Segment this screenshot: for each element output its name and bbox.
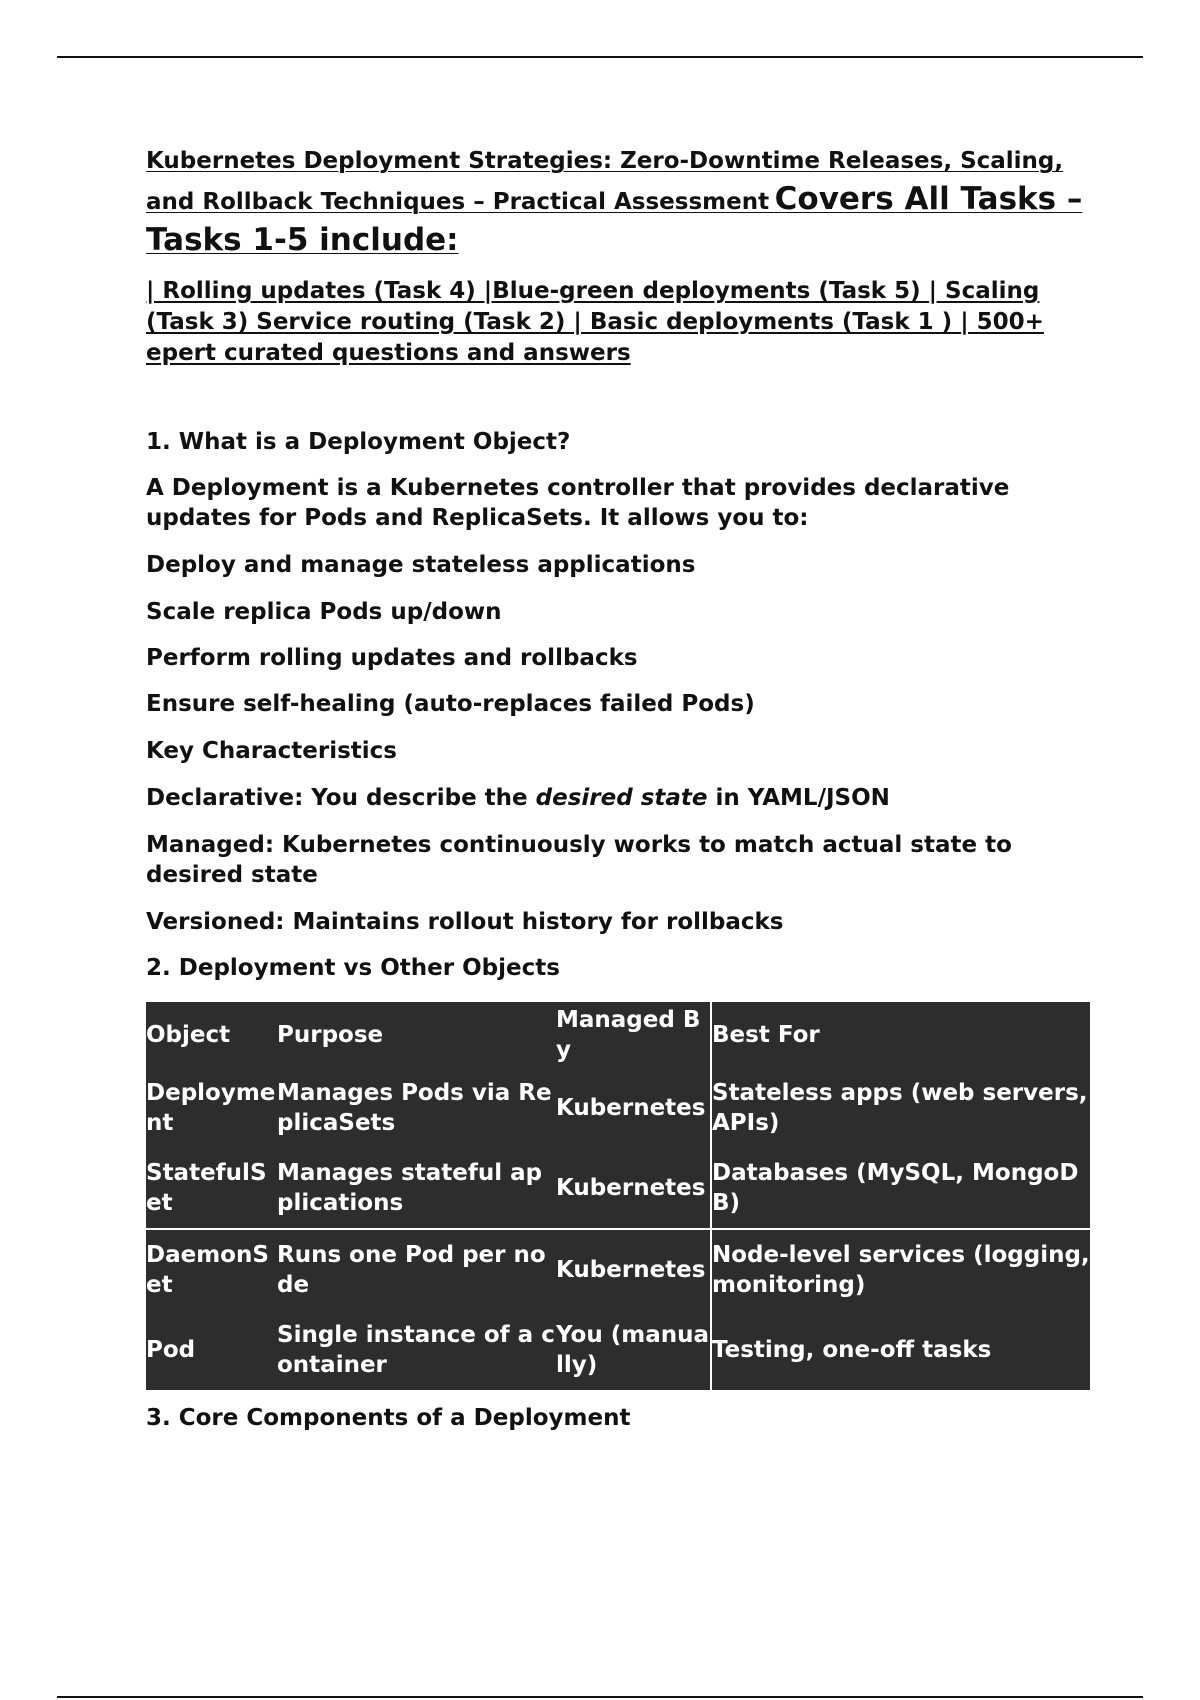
table-cell: Manages Pods via ReplicaSets xyxy=(277,1080,552,1136)
table-cell: You (manually) xyxy=(556,1322,709,1378)
table-row xyxy=(146,1148,1090,1229)
versioned-line: Versioned: Maintains rollout history for rollbacks xyxy=(146,909,784,935)
table-cell: Stateless apps (web servers, APIs) xyxy=(711,1068,1090,1148)
tasks-summary: | Rolling updates (Task 4) |Blue-green deployments (Task 5) | Scaling (Task 3) Service routing (Task 2) | Basic deployments (Task 1 ) | 500+ epert curated questions and answers xyxy=(146,278,1044,366)
declarative-italic: desired state xyxy=(535,785,708,811)
table-cell: Deployment xyxy=(146,1080,276,1136)
section2-heading: 2. Deployment vs Other Objects xyxy=(146,955,560,981)
top-rule xyxy=(57,56,1143,58)
bottom-rule xyxy=(57,1696,1143,1698)
section1-heading: 1. What is a Deployment Object? xyxy=(146,429,571,455)
document-title xyxy=(146,142,1096,259)
header-best-for: Best For xyxy=(711,1002,1090,1068)
header-purpose: Purpose xyxy=(277,1022,384,1048)
header-object: Object xyxy=(146,1022,231,1048)
table-cell: Runs one Pod per node xyxy=(277,1229,556,1310)
table-cell: DaemonSet xyxy=(146,1229,277,1310)
table-cell: Testing, one-off tasks xyxy=(711,1310,1090,1390)
key-characteristics-heading: Key Characteristics xyxy=(146,738,398,764)
bullet-3: Perform rolling updates and rollbacks xyxy=(146,645,638,671)
table-row xyxy=(146,1229,1090,1310)
table-cell: Node-level services (logging, monitoring) xyxy=(711,1229,1090,1310)
document-body xyxy=(146,142,1096,1431)
table-row xyxy=(146,1310,1090,1390)
table-cell: Kubernetes xyxy=(556,1229,711,1310)
bullet-4: Ensure self-healing (auto-replaces failed Pods) xyxy=(146,691,755,717)
table-cell: Kubernetes xyxy=(556,1095,706,1121)
objects-comparison-table xyxy=(146,1002,1090,1390)
table-cell: Single instance of a container xyxy=(277,1322,555,1378)
section3-heading: 3. Core Components of a Deployment xyxy=(146,1405,631,1431)
table-row xyxy=(146,1068,1090,1148)
table-cell: Pod xyxy=(146,1337,196,1363)
table-cell: StatefulSet xyxy=(146,1160,267,1216)
table-cell: Databases (MySQL, MongoDB) xyxy=(711,1148,1090,1229)
table-cell: Manages stateful applications xyxy=(277,1160,543,1216)
declarative-line xyxy=(146,783,1096,813)
title-line-small: Kubernetes Deployment Strategies: Zero-Downtime Releases, Scaling, and Rollback Techniques – Practical Assessment xyxy=(146,148,1064,215)
header-managed-by: Managed By xyxy=(556,1007,701,1063)
managed-line: Managed: Kubernetes continuously works to match actual state to desired state xyxy=(146,832,1012,888)
section1-intro: A Deployment is a Kubernetes controller that provides declarative updates for Pods and ReplicaSets. It allows you to: xyxy=(146,475,1010,531)
bullet-1: Deploy and manage stateless applications xyxy=(146,552,696,578)
table-header-row xyxy=(146,1002,1090,1068)
declarative-prefix: Declarative: You describe the xyxy=(146,785,536,811)
declarative-suffix: in YAML/JSON xyxy=(707,785,890,811)
table-cell: Kubernetes xyxy=(556,1175,706,1201)
bullet-2: Scale replica Pods up/down xyxy=(146,599,502,625)
title-line-big: Covers All Tasks – Tasks 1-5 include: xyxy=(146,181,1083,258)
